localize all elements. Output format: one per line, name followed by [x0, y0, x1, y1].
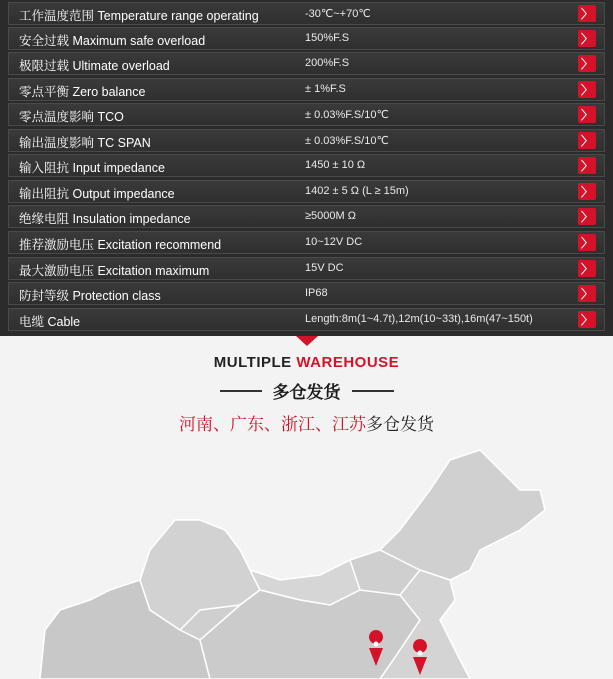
chevron-right-icon[interactable]: 〉: [578, 81, 596, 98]
spec-label: 输入阻抗 Input impedance: [19, 161, 165, 175]
china-map: [0, 430, 613, 679]
spec-row[interactable]: [8, 282, 605, 305]
chevron-right-icon[interactable]: 〉: [578, 157, 596, 174]
spec-label: 最大激励电压 Excitation maximum: [19, 264, 210, 278]
spec-row[interactable]: [8, 129, 605, 152]
spec-row[interactable]: [8, 308, 605, 331]
spec-label: 工作温度范围 Temperature range operating: [19, 9, 259, 23]
province-suffix: 多仓发货: [366, 415, 434, 434]
spec-row[interactable]: [8, 103, 605, 126]
chevron-right-icon[interactable]: 〉: [578, 132, 596, 149]
spec-row[interactable]: [8, 205, 605, 228]
spec-value: -30℃~+70℃: [305, 8, 371, 20]
region-northeast: [380, 450, 545, 580]
spec-value: ≥5000M Ω: [305, 210, 356, 222]
spec-row[interactable]: [8, 52, 605, 75]
spec-value: 200%F.S: [305, 57, 350, 69]
warehouse-heading: [0, 354, 613, 371]
spec-value: ± 0.03%F.S/10℃: [305, 109, 389, 121]
spec-value: 1402 ± 5 Ω (L ≥ 15m): [305, 185, 409, 197]
spec-value: IP68: [305, 287, 328, 299]
spec-label: 绝缘电阻 Insulation impedance: [19, 212, 191, 226]
chevron-right-icon[interactable]: 〉: [578, 106, 596, 123]
spec-value: 10~12V DC: [305, 236, 363, 248]
warehouse-subtitle: 多仓发货: [272, 383, 341, 402]
spec-value: Length:8m(1~4.7t),12m(10~33t),16m(47~150t): [305, 313, 533, 325]
spec-row[interactable]: [8, 2, 605, 25]
spec-label: 安全过载 Maximum safe overload: [19, 34, 206, 48]
spec-value: 15V DC: [305, 262, 344, 274]
chevron-right-icon[interactable]: 〉: [578, 311, 596, 328]
spec-value: ± 1%F.S: [305, 83, 346, 95]
spec-label: 输出温度影响 TC SPAN: [19, 136, 151, 150]
chevron-right-icon[interactable]: 〉: [578, 30, 596, 47]
spec-row[interactable]: [8, 257, 605, 280]
spec-label: 零点温度影响 TCO: [19, 110, 124, 124]
chevron-right-icon[interactable]: 〉: [578, 5, 596, 22]
warehouse-heading-part2: WAREHOUSE: [296, 354, 400, 371]
chevron-right-icon[interactable]: 〉: [578, 285, 596, 302]
spec-label: 防封等级 Protection class: [19, 289, 161, 303]
spec-value: ± 0.03%F.S/10℃: [305, 135, 389, 147]
chevron-right-icon[interactable]: 〉: [578, 234, 596, 251]
spec-value: 1450 ± 10 Ω: [305, 159, 366, 171]
spec-row[interactable]: [8, 27, 605, 50]
spec-label: 零点平衡 Zero balance: [19, 85, 146, 99]
chevron-right-icon[interactable]: 〉: [578, 183, 596, 200]
chevron-right-icon[interactable]: 〉: [578, 55, 596, 72]
spec-table: [0, 0, 613, 336]
province-list: 河南、广东、浙江、江苏: [179, 415, 366, 434]
chevron-right-icon[interactable]: 〉: [578, 208, 596, 225]
spec-label: 推荐激励电压 Excitation recommend: [19, 238, 222, 252]
triangle-marker-icon: [296, 336, 318, 346]
spec-row[interactable]: [8, 78, 605, 101]
spec-row[interactable]: [8, 231, 605, 254]
spec-row[interactable]: [8, 180, 605, 203]
warehouse-heading-part1: MULTIPLE: [213, 354, 297, 371]
spec-label: 极限过载 Ultimate overload: [19, 59, 170, 73]
spec-label: 输出阻抗 Output impedance: [19, 187, 175, 201]
spec-row[interactable]: [8, 154, 605, 177]
spec-label: 电缆 Cable: [19, 315, 81, 329]
chevron-right-icon[interactable]: 〉: [578, 260, 596, 277]
spec-value: 150%F.S: [305, 32, 350, 44]
divider-right: [352, 390, 394, 392]
